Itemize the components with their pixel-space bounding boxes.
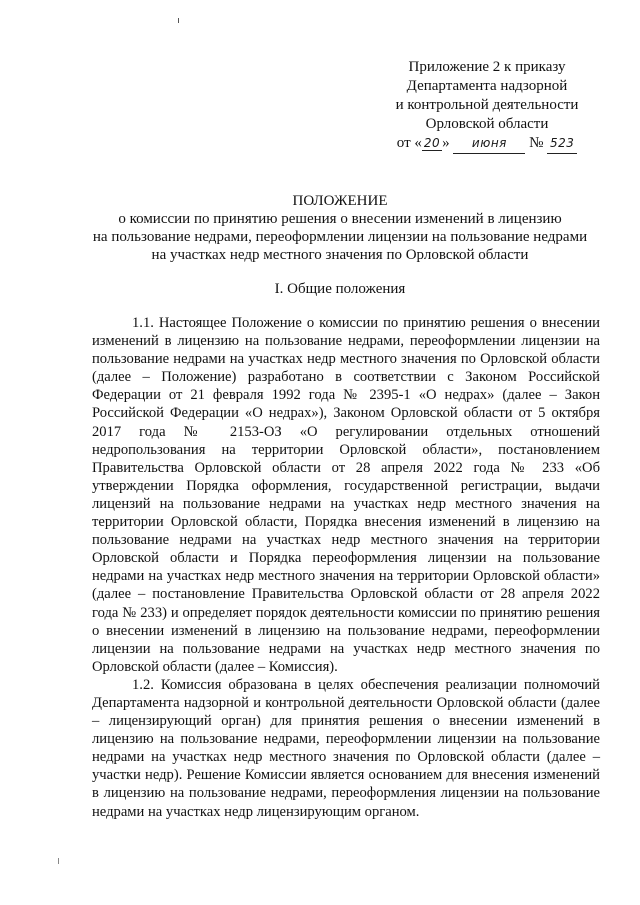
approval-stamp-block xyxy=(372,58,602,154)
document-title-block xyxy=(70,192,610,264)
approval-date-line xyxy=(372,134,602,154)
scan-mark-top xyxy=(178,18,179,23)
date-day: 20 xyxy=(423,136,441,150)
approval-line-3: и контрольной деятельности xyxy=(395,97,579,113)
document-number: 523 xyxy=(547,134,577,154)
document-body xyxy=(92,314,600,821)
date-mid: » xyxy=(442,135,450,151)
document-subtitle-line-1: о комиссии по принятию решения о внесении изменений в лицензию xyxy=(118,211,562,227)
date-month: июня xyxy=(453,134,525,154)
document-subtitle-line-3: на участках недр местного значения по Орловской области xyxy=(151,247,529,263)
approval-line-4: Орловской области xyxy=(425,116,549,132)
approval-line-1: Приложение 2 к приказу xyxy=(408,59,566,75)
section-heading: I. Общие положения xyxy=(274,281,406,297)
document-title: ПОЛОЖЕНИЕ xyxy=(292,193,388,209)
document-subtitle-line-2: на пользование недрами, переоформлении лицензии на пользование недрами xyxy=(92,229,588,245)
date-prefix: от « xyxy=(396,135,422,151)
number-label: № xyxy=(529,135,544,151)
paragraph-1-1: 1.1. Настоящее Положение о комиссии по принятию решения о внесении изменений в лицензию на пользование недрами, переоформлении лицензии на пользование недрами на участках недр местного значения по Орловской области (далее – Положение) разработано в соответствии с Законом Российской Федерации от 21 февраля 1992 года № 2395-1 «О недрах» (далее – Закон Российской Федерации «О недрах»), Законом Орловской области от 5 октября 2017 года № 2153-ОЗ «О регулировании отдельных отношений недропользования на территории Орловской области», постановлением Правительства Орловской области от 28 апреля 2022 года № 233 «Об утверждении Порядка оформления, государственной регистрации, выдачи лицензий на пользование недрами на участках недр местного значения на территории Орловской области, Порядка внесения изменений в лицензию на пользование недрами на участках недр местного значения на территории Орловской области и Порядка переоформления лицензии на пользование недрами на участках недр местного значения на территории Орловской области» (далее – постановление Правительства Орловской области от 28 апреля 2022 года № 233) и определяет порядок деятельности комиссии по принятию решения о внесении изменений в лицензию на пользование недрами, переоформлении лицензии на пользование недрами на участках недр местного значения по Орловской области (далее – Комиссия). xyxy=(92,315,600,675)
approval-line-2: Департамента надзорной xyxy=(406,78,568,94)
paragraph-1-2: 1.2. Комиссия образована в целях обеспечения реализации полномочий Департамента надзорной и контрольной деятельности Орловской области (далее – лицензирующий орган) для принятия решения о внесении изменений в лицензию на пользование недрами, переоформлении лицензии на пользование недрами на участках недр местного значения по Орловской области (далее – участки недр). Решение Комиссии является основанием для внесения изменений в лицензию на пользование недрами, переоформления лицензии на пользование недрами на участках недр лицензирующим органом. xyxy=(92,676,600,820)
scan-mark-bottom xyxy=(58,858,59,864)
